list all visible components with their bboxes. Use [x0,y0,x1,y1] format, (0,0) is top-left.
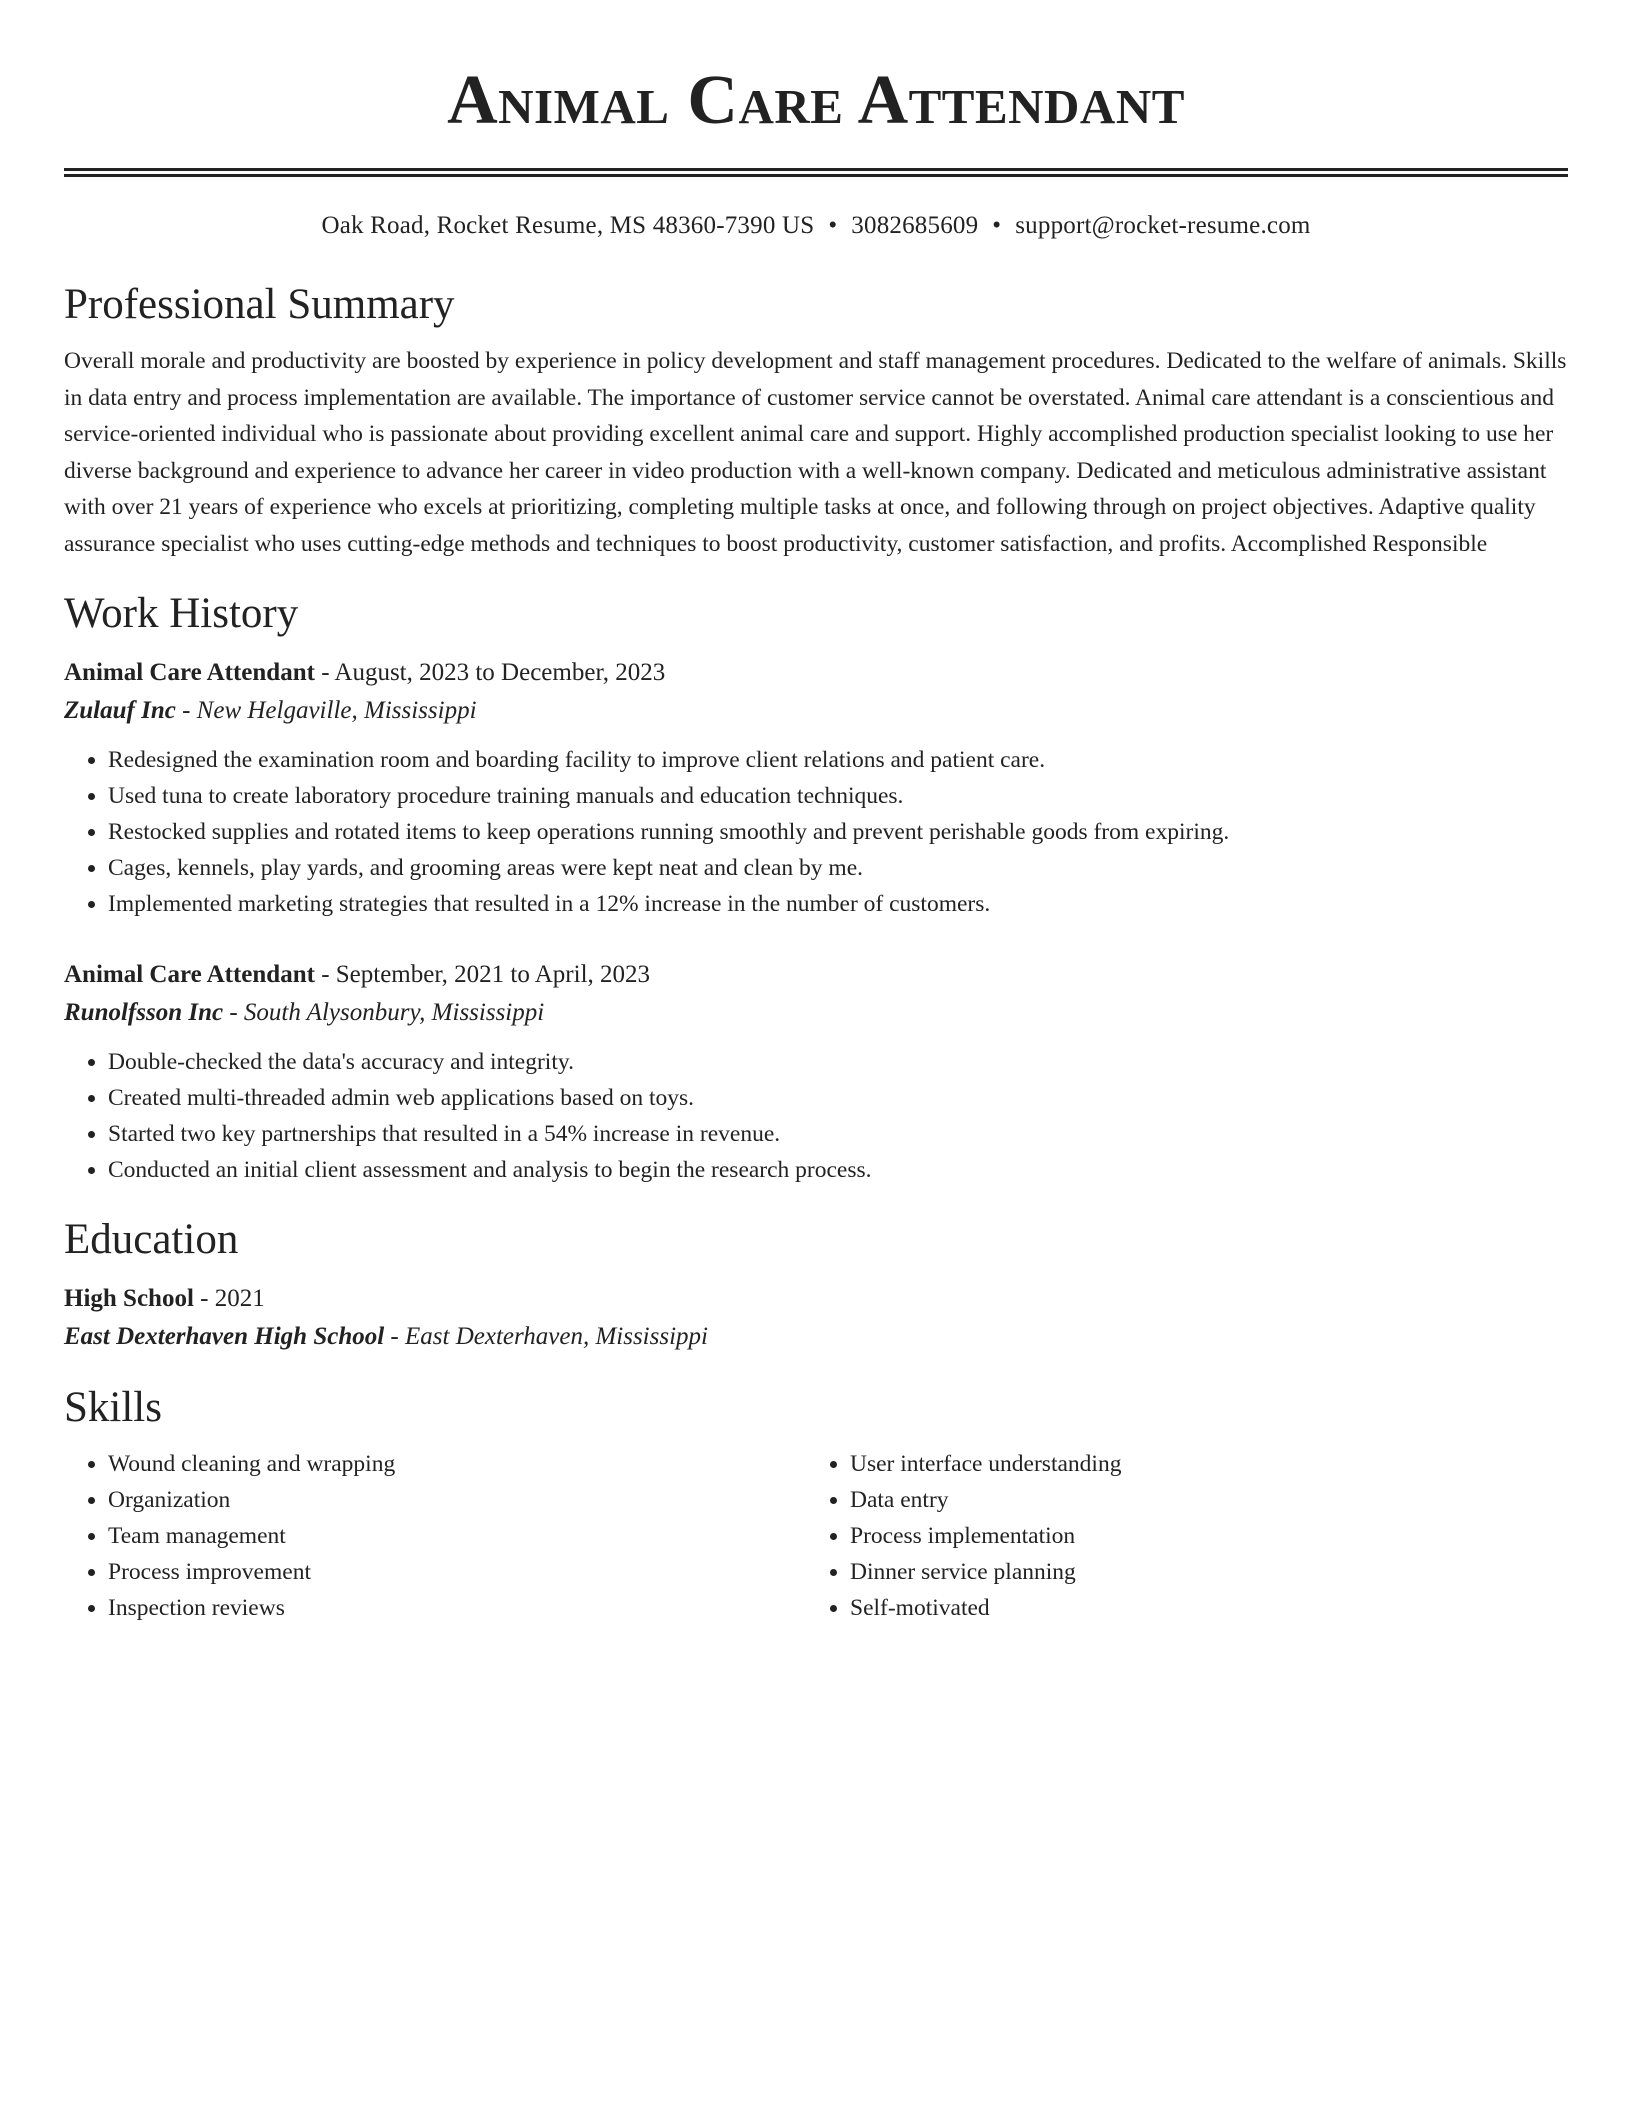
job-entry [64,956,1568,1188]
skill-item: • Team management [108,1518,806,1554]
job-title-line [64,654,1568,692]
job-bullets [64,1044,1568,1188]
job-dates: - September, 2021 to April, 2023 [314,961,651,988]
job-company: Zulauf Inc [64,697,176,724]
job-location: - South Alysonbury, Mississippi [223,999,545,1026]
job-bullet: • Started two key partnerships that resulted in a 54% increase in revenue. [108,1116,1568,1152]
education-location: - East Dexterhaven, Mississippi [384,1323,708,1350]
contact-separator: • [828,212,838,239]
skill-item: • Inspection reviews [108,1590,806,1626]
education-entry [64,1280,1568,1356]
job-bullet: • Double-checked the data's accuracy and integrity. [108,1044,1568,1080]
job-entry [64,654,1568,922]
job-company-line [64,994,1568,1032]
job-bullet: • Created multi-threaded admin web applications based on toys. [108,1080,1568,1116]
section-title-education: Education [64,1216,239,1263]
job-title-line [64,956,1568,994]
contact-separator: • [992,212,1002,239]
skills-columns [64,1446,1568,1626]
skill-item: • User interface understanding [850,1446,1548,1482]
job-bullet: • Redesigned the examination room and boarding facility to improve client relations and patient care. [108,742,1568,778]
skill-item: • Organization [108,1482,806,1518]
contact-line [64,210,1568,242]
skill-item: • Self-motivated [850,1590,1548,1626]
skill-item: • Wound cleaning and wrapping [108,1446,806,1482]
candidate-name: Animal Care Attendant [447,62,1185,139]
job-company-line [64,692,1568,730]
section-title-skills: Skills [64,1384,162,1431]
skill-item: • Dinner service planning [850,1554,1548,1590]
job-bullet: • Used tuna to create laboratory procedure training manuals and education techniques. [108,778,1568,814]
education-degree-line [64,1280,1568,1318]
job-bullet: • Restocked supplies and rotated items to keep operations running smoothly and prevent perishable goods from expiring. [108,814,1568,850]
job-role: Animal Care Attendant [64,659,315,686]
job-bullet: • Cages, kennels, play yards, and grooming areas were kept neat and clean by me. [108,850,1568,886]
summary-text: Overall morale and productivity are boosted by experience in policy development and staff management procedures. Dedicated to the welfare of animals. Skills in data entry and process implementation are available. The importance of customer service cannot be overstated. Animal care attendant is a conscientious and service-oriented individual who is passionate about providing excellent animal care and support. Highly accomplished production specialist looking to use her diverse background and experience to advance her career in video production with a well-known company. Dedicated and meticulous administrative assistant with over 21 years of experience who excels at prioritizing, completing multiple tasks at once, and following through on project objectives. Adaptive quality assurance specialist who uses cutting-edge methods and techniques to boost productivity, customer satisfaction, and profits. Accomplished Responsible [64,348,1567,557]
skill-item: • Process implementation [850,1518,1548,1554]
phone: 3082685609 [851,212,979,239]
section-title-summary: Professional Summary [64,281,455,328]
skills-list-left [64,1446,806,1626]
job-dates: - August, 2023 to December, 2023 [314,659,666,686]
education-degree: High School [64,1285,194,1312]
job-role: Animal Care Attendant [64,961,315,988]
job-bullets [64,742,1568,922]
header-divider [64,168,1568,177]
job-company: Runolfsson Inc [64,999,224,1026]
skill-item: • Data entry [850,1482,1548,1518]
address: Oak Road, Rocket Resume, MS 48360-7390 US [321,212,815,239]
education-school-line [64,1318,1568,1356]
skills-list-right [806,1446,1548,1626]
job-bullet: • Conducted an initial client assessment and analysis to begin the research process. [108,1152,1568,1188]
job-location: - New Helgaville, Mississippi [175,697,477,724]
education-school: East Dexterhaven High School [64,1323,385,1350]
section-title-work-history: Work History [64,590,299,637]
job-bullet: • Implemented marketing strategies that resulted in a 12% increase in the number of customers. [108,886,1568,922]
email: support@rocket-resume.com [1015,212,1311,239]
education-year: - 2021 [193,1285,265,1312]
skill-item: • Process improvement [108,1554,806,1590]
